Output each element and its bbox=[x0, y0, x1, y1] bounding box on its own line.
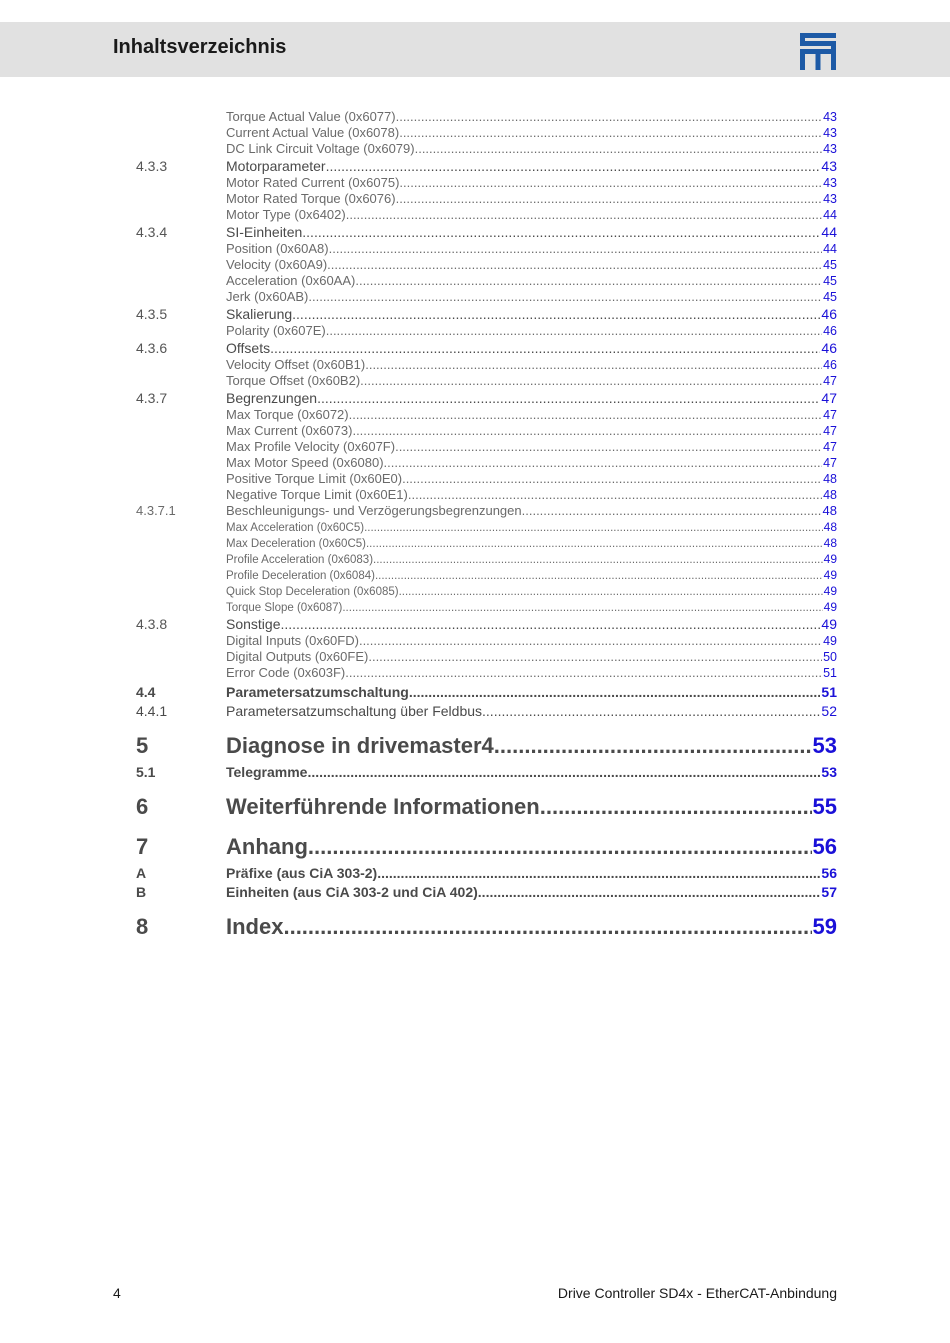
toc-entry[interactable] bbox=[136, 702, 837, 721]
toc-entry-page-link[interactable]: 47 bbox=[821, 390, 837, 406]
toc-entry-number: 5 bbox=[136, 733, 149, 758]
toc-entry-title[interactable]: Velocity Offset (0x60B1) bbox=[226, 357, 366, 372]
toc-entry-number: 7 bbox=[136, 834, 149, 859]
toc-entry[interactable] bbox=[136, 257, 837, 273]
toc-entry[interactable] bbox=[136, 373, 837, 389]
toc-entry-page-link[interactable]: 43 bbox=[823, 176, 837, 190]
toc-dot-leader bbox=[326, 323, 822, 339]
toc-entry-page-link[interactable]: 46 bbox=[823, 324, 837, 338]
toc-dot-leader bbox=[302, 224, 820, 241]
toc-dot-leader bbox=[317, 390, 820, 407]
toc-entry-number: 5.1 bbox=[136, 764, 156, 780]
toc-entry-page-link[interactable]: 49 bbox=[823, 552, 837, 566]
toc-entry-page-link[interactable]: 56 bbox=[821, 865, 837, 881]
toc-entry-page-link[interactable]: 51 bbox=[823, 666, 837, 680]
toc-entry-page-link[interactable]: 55 bbox=[812, 794, 837, 819]
toc-entry-page-link[interactable]: 49 bbox=[823, 568, 837, 582]
toc-entry-number: 8 bbox=[136, 914, 149, 939]
toc-entry-page-link[interactable]: 59 bbox=[812, 914, 837, 939]
toc-entry-number: 4.3.5 bbox=[136, 306, 168, 322]
toc-entry[interactable] bbox=[136, 912, 837, 942]
toc-entry-title[interactable]: Jerk (0x60AB) bbox=[226, 289, 309, 304]
toc-entry[interactable] bbox=[136, 864, 837, 883]
toc-entry-page-link[interactable]: 57 bbox=[821, 884, 837, 900]
toc-entry-page-link[interactable]: 44 bbox=[823, 208, 837, 222]
toc-entry[interactable] bbox=[136, 340, 837, 357]
toc-entry-page-link[interactable]: 43 bbox=[823, 110, 837, 124]
toc-dot-leader bbox=[540, 792, 812, 822]
toc-entry-page-link[interactable]: 51 bbox=[821, 684, 837, 700]
toc-entry-title[interactable]: Max Deceleration (0x60C5) bbox=[226, 538, 366, 550]
toc-entry-page-link[interactable]: 47 bbox=[823, 440, 837, 454]
toc-dot-leader bbox=[365, 357, 822, 373]
toc-entry-number: B bbox=[136, 884, 147, 900]
toc-dot-leader bbox=[345, 665, 822, 681]
toc-dot-leader bbox=[399, 125, 822, 141]
toc-entry-title[interactable]: Digital Inputs (0x60FD) bbox=[226, 633, 359, 648]
toc-entry[interactable] bbox=[136, 649, 837, 665]
toc-entry[interactable] bbox=[136, 731, 837, 761]
toc-dot-leader bbox=[478, 883, 821, 902]
toc-dot-leader bbox=[408, 487, 822, 503]
toc-entry-page-link[interactable]: 50 bbox=[823, 650, 837, 664]
toc-entry-title[interactable]: Max Profile Velocity (0x607F) bbox=[226, 439, 396, 454]
toc-entry-page-link[interactable]: 45 bbox=[823, 274, 837, 288]
toc-entry-number: 4.3.4 bbox=[136, 224, 168, 240]
toc-entry-page-link[interactable]: 46 bbox=[823, 358, 837, 372]
toc-dot-leader bbox=[349, 407, 822, 423]
toc-entry-title[interactable]: Weiterführende Informationen bbox=[226, 794, 540, 819]
toc-entry[interactable] bbox=[136, 599, 837, 615]
toc-entry-page-link[interactable]: 46 bbox=[821, 340, 837, 356]
toc-dot-leader bbox=[342, 600, 822, 616]
toc-entry-title[interactable]: Telegramme bbox=[226, 764, 308, 780]
toc-entry-title[interactable]: Negative Torque Limit (0x60E1) bbox=[226, 487, 408, 502]
toc-entry-title[interactable]: Acceleration (0x60AA) bbox=[226, 273, 356, 288]
toc-entry-title[interactable]: Max Motor Speed (0x6080) bbox=[226, 455, 384, 470]
toc-entry[interactable] bbox=[136, 535, 837, 551]
toc-entry[interactable] bbox=[136, 175, 837, 191]
toc-entry[interactable] bbox=[136, 191, 837, 207]
toc-entry[interactable] bbox=[136, 241, 837, 257]
toc-dot-leader bbox=[327, 257, 822, 273]
toc-entry-page-link[interactable]: 53 bbox=[812, 733, 837, 758]
toc-entry[interactable] bbox=[136, 423, 837, 439]
toc-entry-number: 6 bbox=[136, 794, 149, 819]
toc-entry-page-link[interactable]: 56 bbox=[812, 834, 837, 859]
toc-entry-title[interactable]: Max Current (0x6073) bbox=[226, 423, 353, 438]
toc-dot-leader bbox=[409, 683, 821, 702]
toc-entry[interactable] bbox=[136, 289, 837, 305]
toc-entry-page-link[interactable]: 48 bbox=[823, 520, 837, 534]
toc-dot-leader bbox=[402, 471, 822, 487]
toc-entry[interactable] bbox=[136, 519, 837, 535]
toc-dot-leader bbox=[326, 158, 821, 175]
toc-entry-page-link[interactable]: 45 bbox=[823, 290, 837, 304]
toc-dot-leader bbox=[270, 340, 820, 357]
toc-entry[interactable] bbox=[136, 207, 837, 223]
toc-entry[interactable] bbox=[136, 683, 837, 702]
toc-entry[interactable] bbox=[136, 390, 837, 407]
toc-entry-page-link[interactable]: 44 bbox=[821, 224, 837, 240]
toc-dot-leader bbox=[373, 552, 823, 568]
toc-entry-page-link[interactable]: 48 bbox=[822, 503, 837, 518]
toc-entry-page-link[interactable]: 46 bbox=[821, 306, 837, 322]
toc-dot-leader bbox=[482, 702, 820, 721]
toc-dot-leader bbox=[399, 175, 822, 191]
toc-entry-title[interactable]: Velocity (0x60A9) bbox=[226, 257, 328, 272]
toc-dot-leader bbox=[308, 832, 812, 862]
toc-entry-title[interactable]: Digital Outputs (0x60FE) bbox=[226, 649, 369, 664]
toc-dot-leader bbox=[396, 191, 823, 207]
toc-dot-leader bbox=[280, 616, 820, 633]
toc-entry-title[interactable]: Index bbox=[226, 914, 284, 939]
toc-entry-title[interactable]: Positive Torque Limit (0x60E0) bbox=[226, 471, 403, 486]
toc-dot-leader bbox=[395, 439, 822, 455]
toc-entry-number: 4.3.3 bbox=[136, 158, 168, 174]
toc-entry-title[interactable]: Quick Stop Deceleration (0x6085) bbox=[226, 586, 399, 598]
toc-dot-leader bbox=[377, 864, 820, 883]
toc-entry[interactable] bbox=[136, 583, 837, 599]
toc-dot-leader bbox=[360, 373, 822, 389]
toc-dot-leader bbox=[329, 241, 822, 257]
toc-entry[interactable] bbox=[136, 224, 837, 241]
toc-entry[interactable] bbox=[136, 832, 837, 862]
toc-entry-number: 4.3.7.1 bbox=[136, 503, 176, 518]
toc-entry-page-link[interactable]: 45 bbox=[823, 258, 837, 272]
toc-entry[interactable] bbox=[136, 616, 837, 633]
toc-entry-title[interactable]: Torque Actual Value (0x6077) bbox=[226, 109, 396, 124]
toc-entry-title[interactable]: Präfixe (aus CiA 303-2) bbox=[226, 865, 378, 881]
toc-entry-title[interactable]: Max Acceleration (0x60C5) bbox=[226, 522, 365, 534]
toc-dot-leader bbox=[308, 289, 822, 305]
toc-entry-number: A bbox=[136, 865, 147, 881]
toc-entry[interactable] bbox=[136, 273, 837, 289]
toc-entry-page-link[interactable]: 47 bbox=[823, 374, 837, 388]
toc-entry[interactable] bbox=[136, 158, 837, 175]
toc-entry-page-link[interactable]: 52 bbox=[821, 703, 837, 719]
toc-entry-page-link[interactable]: 43 bbox=[823, 142, 837, 156]
toc-entry[interactable] bbox=[136, 471, 837, 487]
toc-entry-page-link[interactable]: 43 bbox=[821, 158, 837, 174]
toc-entry-title[interactable]: Motor Type (0x6402) bbox=[226, 207, 346, 222]
page-title: Inhaltsverzeichnis bbox=[113, 36, 287, 58]
toc-entry-number: 4.4.1 bbox=[136, 703, 168, 719]
toc-entry-page-link[interactable]: 44 bbox=[823, 242, 837, 256]
toc-entry-page-link[interactable]: 47 bbox=[823, 408, 837, 422]
toc-dot-leader bbox=[346, 207, 822, 223]
toc-dot-leader bbox=[396, 109, 823, 125]
toc-entry[interactable] bbox=[136, 439, 837, 455]
toc-entry-title[interactable]: Offsets bbox=[226, 340, 271, 356]
toc-entry-title[interactable]: SI-Einheiten bbox=[226, 224, 303, 240]
footer-doc-title: Drive Controller SD4x - EtherCAT-Anbindung bbox=[557, 1285, 837, 1301]
toc-entry-page-link[interactable]: 43 bbox=[823, 126, 837, 140]
toc-entry[interactable] bbox=[136, 141, 837, 157]
toc-dot-leader bbox=[415, 141, 823, 157]
toc-entry-title[interactable]: Parametersatzumschaltung über Feldbus bbox=[226, 703, 483, 719]
toc-entry[interactable] bbox=[136, 633, 837, 649]
toc-entry[interactable] bbox=[136, 665, 837, 681]
toc-entry-title[interactable]: DC Link Circuit Voltage (0x6079) bbox=[226, 141, 415, 156]
toc-dot-leader bbox=[368, 649, 822, 665]
toc-dot-leader bbox=[355, 273, 822, 289]
toc-entry-title[interactable]: Begrenzungen bbox=[226, 390, 318, 406]
toc-entry-page-link[interactable]: 48 bbox=[823, 472, 837, 486]
toc-entry-page-link[interactable]: 47 bbox=[823, 456, 837, 470]
toc-entry[interactable] bbox=[136, 109, 837, 125]
toc-entry[interactable] bbox=[136, 883, 837, 902]
toc-entry[interactable] bbox=[136, 455, 837, 471]
toc-dot-leader bbox=[494, 731, 812, 761]
toc-entry-title[interactable]: Position (0x60A8) bbox=[226, 241, 329, 256]
toc-entry-title[interactable]: Error Code (0x603F) bbox=[226, 665, 346, 680]
toc-entry-number: 4.4 bbox=[136, 684, 156, 700]
toc-entry-number: 4.3.6 bbox=[136, 340, 168, 356]
toc-entry[interactable] bbox=[136, 125, 837, 141]
toc-entry-number: 4.3.8 bbox=[136, 616, 168, 632]
toc-entry-title[interactable]: Parametersatzumschaltung bbox=[226, 684, 409, 700]
toc-dot-leader bbox=[522, 503, 822, 519]
toc-entry-title[interactable]: Profile Acceleration (0x6083) bbox=[226, 554, 374, 566]
table-of-contents bbox=[136, 109, 837, 944]
toc-entry-title[interactable]: Diagnose in drivemaster4 bbox=[226, 733, 494, 758]
toc-entry-title[interactable]: Torque Offset (0x60B2) bbox=[226, 373, 361, 388]
toc-entry-title[interactable]: Anhang bbox=[226, 834, 308, 859]
toc-dot-leader bbox=[352, 423, 822, 439]
toc-entry-title[interactable]: Beschleunigungs- und Verzögerungsbegrenzungen bbox=[226, 503, 522, 518]
toc-entry-page-link[interactable]: 49 bbox=[823, 600, 837, 614]
toc-entry[interactable] bbox=[136, 567, 837, 583]
toc-entry-title[interactable]: Max Torque (0x6072) bbox=[226, 407, 349, 422]
toc-entry-title[interactable]: Einheiten (aus CiA 303-2 und CiA 402) bbox=[226, 884, 478, 900]
toc-dot-leader bbox=[375, 568, 823, 584]
toc-entry-page-link[interactable]: 49 bbox=[823, 584, 837, 598]
toc-entry-page-link[interactable]: 47 bbox=[823, 424, 837, 438]
toc-entry-number: 4.3.7 bbox=[136, 390, 168, 406]
toc-entry[interactable] bbox=[136, 792, 837, 822]
toc-entry-title[interactable]: Motorparameter bbox=[226, 158, 326, 174]
toc-entry-title[interactable]: Motor Rated Current (0x6075) bbox=[226, 175, 400, 190]
toc-entry[interactable] bbox=[136, 323, 837, 339]
toc-dot-leader bbox=[366, 536, 823, 552]
toc-entry[interactable] bbox=[136, 407, 837, 423]
toc-entry[interactable] bbox=[136, 487, 837, 503]
toc-entry-title[interactable]: Skalierung bbox=[226, 306, 293, 322]
toc-entry[interactable] bbox=[136, 357, 837, 373]
toc-entry-title[interactable]: Current Actual Value (0x6078) bbox=[226, 125, 400, 140]
toc-dot-leader bbox=[283, 912, 811, 942]
toc-dot-leader bbox=[384, 455, 823, 471]
toc-entry[interactable] bbox=[136, 763, 837, 782]
toc-entry-title[interactable]: Profile Deceleration (0x6084) bbox=[226, 570, 375, 582]
toc-dot-leader bbox=[364, 520, 823, 536]
toc-entry-page-link[interactable]: 53 bbox=[821, 764, 837, 780]
toc-dot-leader bbox=[399, 584, 823, 600]
toc-dot-leader bbox=[292, 306, 820, 323]
toc-entry-title[interactable]: Torque Slope (0x6087) bbox=[226, 602, 343, 614]
footer-page-number: 4 bbox=[113, 1285, 121, 1301]
toc-entry[interactable] bbox=[136, 503, 837, 519]
toc-entry[interactable] bbox=[136, 306, 837, 323]
toc-entry-page-link[interactable]: 49 bbox=[821, 616, 837, 632]
toc-dot-leader bbox=[359, 633, 822, 649]
toc-dot-leader bbox=[307, 763, 820, 782]
toc-entry-title[interactable]: Polarity (0x607E) bbox=[226, 323, 326, 338]
toc-entry-page-link[interactable]: 48 bbox=[823, 536, 837, 550]
toc-entry[interactable] bbox=[136, 551, 837, 567]
toc-entry-page-link[interactable]: 49 bbox=[823, 634, 837, 648]
toc-entry-title[interactable]: Motor Rated Torque (0x6076) bbox=[226, 191, 396, 206]
toc-entry-page-link[interactable]: 43 bbox=[823, 192, 837, 206]
toc-entry-page-link[interactable]: 48 bbox=[823, 488, 837, 502]
toc-entry-title[interactable]: Sonstige bbox=[226, 616, 281, 632]
company-logo-icon bbox=[800, 33, 836, 70]
